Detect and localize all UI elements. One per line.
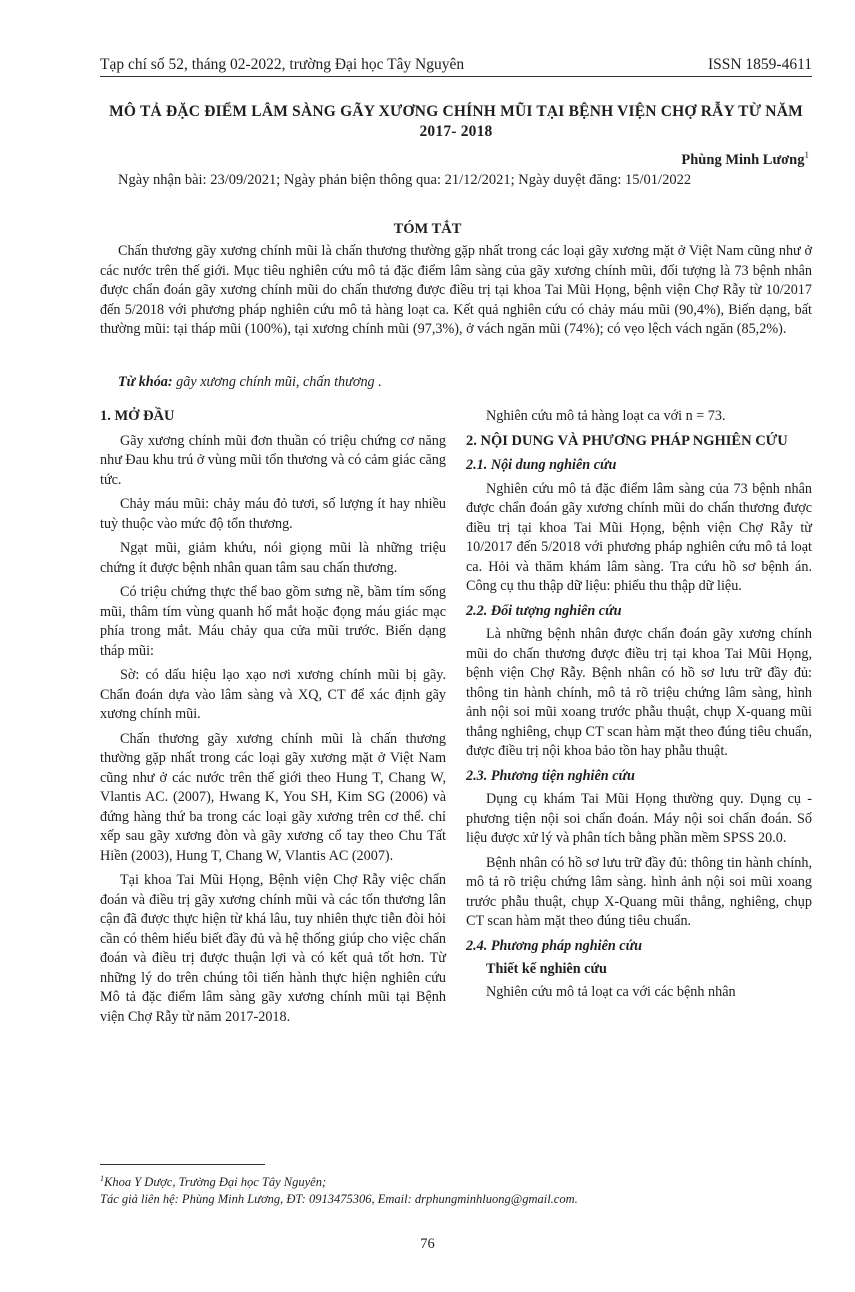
- footnote-affiliation-text: Khoa Y Dược, Trường Đại học Tây Nguyên;: [104, 1175, 327, 1190]
- paragraph: Gãy xương chính mũi đơn thuần có triệu chứng cơ năng như Đau khu trú ở vùng mũi tổn thương và có cảm giác căng tức.: [100, 432, 446, 488]
- article-title: MÔ TẢ ĐẶC ĐIỂM LÂM SÀNG GÃY XƯƠNG CHÍNH MŨI TẠI BỆNH VIỆN CHỢ RẪY TỪ NĂM 2017- 2018: [109, 103, 803, 140]
- footnote-affiliation: [100, 1170, 812, 1191]
- journal-name: Tạp chí số 52, tháng 02-2022, trường Đại học Tây Nguyên: [100, 56, 465, 73]
- footnote-mark: 1: [100, 1174, 104, 1183]
- author-line: [681, 150, 809, 169]
- section-2-heading: 2. NỘI DUNG VÀ PHƯƠNG PHÁP NGHIÊN CỨU: [466, 432, 788, 449]
- paragraph: Chấn thương gãy xương chính mũi là chấn thương thường gặp nhất trong các loại gãy xương mặt ở Việt Nam cũng như ở các nước trên thế giới theo Hung T, Chang W, Vlantis AC. (2007), Hwang K, You SH, Kim SG (2006) và đứng hàng thứ ba trong các loại gãy xương trên cơ thể. chỉ xếp sau gãy xương đòn và gãy xương cổ tay theo Chu Tất Hiền (2003), Hung T, Chang W, Vlantis AC (2007).: [100, 730, 446, 864]
- paragraph: Sờ: có dấu hiệu lạo xạo nơi xương chính mũi bị gãy. Chẩn đoán dựa vào lâm sàng và XQ, CT để xác định gãy xương chính mũi.: [100, 667, 446, 722]
- paragraph: Bệnh nhân có hồ sơ lưu trữ đầy đủ: thông tin hành chính, mô tả rõ triệu chứng lâm sàng. hình ảnh nội soi mũi xoang trước phẫu thuật, chụp X-Quang mũi thẳng, nghiêng, chụp CT scan hàm mặt theo đúng tiêu chuẩn.: [466, 854, 812, 929]
- subsection-2-4-heading: 2.4. Phương pháp nghiên cứu: [466, 937, 642, 954]
- page-number: 76: [420, 1236, 435, 1252]
- submission-dates: Ngày nhận bài: 23/09/2021; Ngày phản biện thông qua: 21/12/2021; Ngày duyệt đăng: 15/01/2022: [118, 172, 692, 188]
- keywords-line: [118, 374, 382, 391]
- paragraph: Nghiên cứu mô tả hàng loạt ca với n = 73.: [486, 408, 726, 424]
- paragraph: Là những bệnh nhân được chẩn đoán gãy xương chính mũi do chấn thương được điều trị tại khoa Tai Mũi Họng, bệnh viện Chợ Rẫy. Bệnh nhân có hồ sơ lưu trữ đầy đủ: thông tin hành chính, mô tả rõ triệu chứng lâm sàng, hình ảnh nội soi mũi xoang trước phẫu thuật, chụp X-quang mũi thẳng nghiêng, chụp CT scan hàm mặt theo đúng tiêu chuẩn, được điều trị nội khoa bảo tồn hay phẫu thuật.: [466, 626, 812, 759]
- footnotes: [100, 1170, 812, 1208]
- right-column: [466, 407, 812, 1007]
- author-name: Phùng Minh Lương: [681, 151, 805, 168]
- issn: ISSN 1859-4611: [707, 56, 812, 73]
- keywords-label: Từ khóa:: [118, 374, 173, 390]
- subsection-2-3-heading: 2.3. Phương tiện nghiên cứu: [466, 767, 635, 784]
- author-affiliation-mark: 1: [804, 150, 809, 160]
- keywords-value: gãy xương chính mũi, chấn thương .: [176, 374, 382, 390]
- footnote-contact: Tác giả liên hệ: Phùng Minh Lương, ĐT: 0913475306, Email: drphungminhluong@gmail.com.: [100, 1192, 578, 1207]
- paragraph: Nghiên cứu mô tả đặc điểm lâm sàng của 73 bệnh nhân được chẩn đoán gãy xương chính mũi do chấn thương được điều trị tại khoa Tai Mũi Họng, bệnh viện Chợ Rẫy từ 10/2017 đến 5/2018 với phương pháp nghiên cứu mô tả loạt ca. Hỏi và thăm khám lâm sàng. Tra cứu hồ sơ bệnh án. Công cụ thu thập dữ liệu: phiếu thu thập dữ liệu.: [466, 480, 812, 594]
- paragraph: Nghiên cứu mô tả loạt ca với các bệnh nhân: [486, 983, 736, 1000]
- abstract-heading: TÓM TẮT: [393, 221, 462, 237]
- paragraph: Chảy máu mũi: chảy máu đỏ tươi, số lượng ít hay nhiều tuỳ thuộc vào mức độ tổn thương.: [100, 496, 446, 532]
- subsection-2-2-heading: 2.2. Đối tượng nghiên cứu: [466, 602, 622, 619]
- paragraph: Có triệu chứng thực thể bao gồm sưng nề, bầm tím sống mũi, thâm tím vùng quanh hố mắt hoặc đọng máu giác mạc phía trong mắt. Máu chảy qua cửa mũi trước. Biến dạng tháp mũi:: [100, 584, 446, 659]
- running-header: [100, 56, 812, 77]
- paragraph: Tại khoa Tai Mũi Họng, Bệnh viện Chợ Rẫy việc chẩn đoán và điều trị gãy xương chính mũi và các tổn thương lân cận đã được thực hiện từ khá lâu, tuy nhiên thực tiễn đòi hỏi cần có thêm hiểu biết đầy đủ và hệ thống giúp cho việc chẩn đoán và điều trị được thuận lợi và có kết quả tốt hơn. Từ những lý do trên chúng tôi tiến hành thực hiện nghiên cứu Mô tả đặc điểm lâm sàng gãy xương chính mũi tại Bệnh viện Chợ Rẫy từ năm 2017-2018.: [100, 872, 446, 1025]
- left-column: [100, 407, 446, 1032]
- abstract-text: Chấn thương gãy xương chính mũi là chấn thương thường gặp nhất trong các loại gãy xương mặt ở Việt Nam cũng như ở các nước trên thế giới. Mục tiêu nghiên cứu mô tả đặc điểm lâm sàng của gãy xương chính mũi, đối tượng là 73 bệnh nhân được chẩn đoán gãy xương chính mũi do chấn thương được điều trị tại khoa Tai Mũi Họng, bệnh viện Chợ Rẫy từ 10/2017 đến 5/2018 với phương pháp nghiên cứu mô tả hàng loạt ca. Kết quả nghiên cứu có chảy máu mũi (90,4%), Biến dạng, bất thường mũi: tại tháp mũi (100%), tại xương chính mũi (97,3%), ở vách ngăn mũi (74%); có vẹo lệch vách ngăn (85,2%).: [100, 243, 812, 338]
- paragraph: Dụng cụ khám Tai Mũi Họng thường quy. Dụng cụ - phương tiện nội soi chẩn đoán. Máy nội soi chẩn đoán. Số liệu được xử lý và phân tích bằng phần mềm SPSS 20.0.: [466, 791, 812, 846]
- footnote-divider: [100, 1164, 265, 1165]
- paragraph: Ngạt mũi, giảm khứu, nói giọng mũi là những triệu chứng ít được bệnh nhân quan tâm sau chấn thương.: [100, 540, 446, 576]
- section-1-heading: 1. MỞ ĐẦU: [100, 408, 175, 424]
- subsection-2-1-heading: 2.1. Nội dung nghiên cứu: [466, 457, 617, 473]
- design-heading: Thiết kế nghiên cứu: [486, 961, 607, 977]
